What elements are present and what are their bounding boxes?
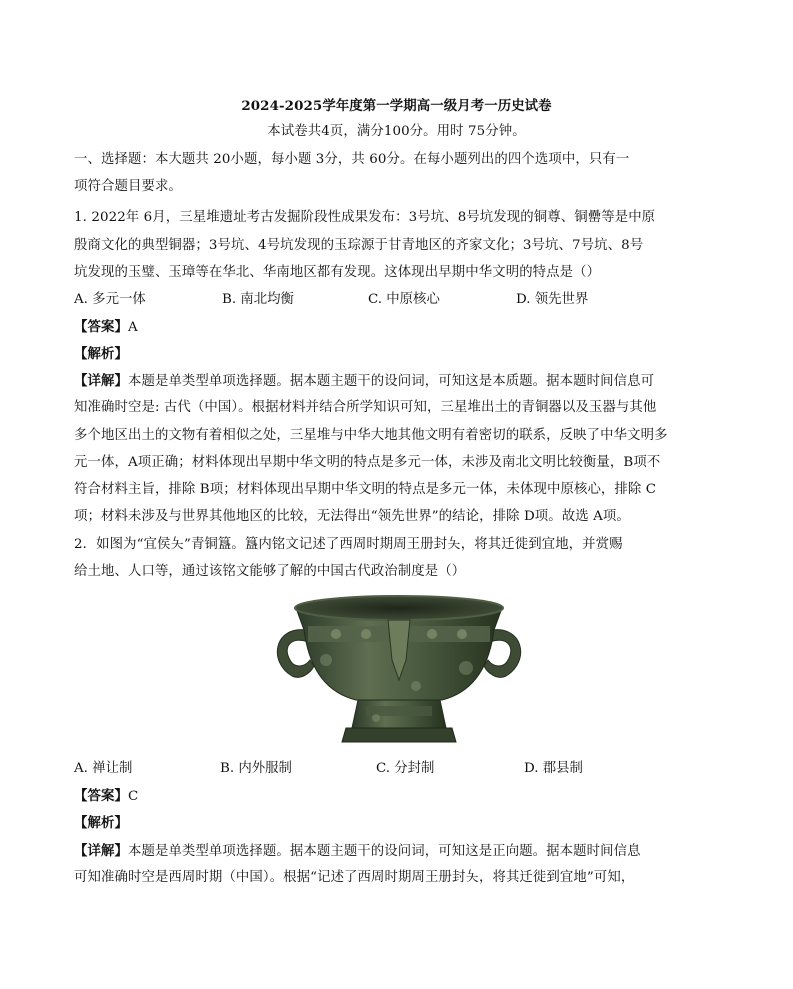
q1-detail-line1: 【详解】本题是单类型单项选择题。据本题主题干的设问词，可知这是本质题。据本题时间信息可 bbox=[74, 373, 655, 389]
detail-tag: 【详解】 bbox=[74, 843, 128, 859]
q2-stem-line1: 2．如图为“宜侯夨”青铜簋。簋内铭文记述了西周时期周王册封夨，将其迁徙到宜地，并赏赐 bbox=[74, 537, 623, 552]
answer-tag: 【答案】 bbox=[74, 788, 128, 804]
q2-option-a: A. 禅让制 bbox=[74, 761, 133, 776]
q2-option-d: D. 郡县制 bbox=[524, 761, 583, 776]
q2-detail-line1: 【详解】本题是单类型单项选择题。据本题主题干的设问词，可知这是正向题。据本题时间信息 bbox=[74, 843, 641, 859]
q1-detail-line2: 知准确时空是: 古代（中国）。根据材料并结合所学知识可知，三星堆出土的青铜器以及玉器与其他 bbox=[74, 400, 657, 415]
q1-stem-line3: 坑发现的玉璧、玉璋等在华北、华南地区都有发现。这体现出早期中华文明的特点是（） bbox=[74, 265, 601, 280]
q1-detail-line3: 多个地区出土的文物有着相似之处，三星堆与中华大地其他文明有着密切的联系，反映了中华文明多 bbox=[74, 428, 668, 443]
q2-detail-line2: 可知准确时空是西周时期（中国）。根据“记述了西周时期周王册封夨，将其迁徙到宜地”可知， bbox=[74, 870, 635, 885]
section-instruction-line1: 一、选择题：本大题共 20小题，每小题 3分，共 60分。在每小题列出的四个选项中，只有一 bbox=[74, 152, 630, 167]
q2-option-b: B. 内外服制 bbox=[220, 761, 292, 776]
section-instruction-line2: 项符合题目要求。 bbox=[74, 179, 182, 194]
detail-tag: 【详解】 bbox=[74, 373, 128, 389]
answer-tag: 【答案】 bbox=[74, 319, 128, 335]
q1-detail-line4: 元一体，A项正确；材料体现出早期中华文明的特点是多元一体，未涉及南北文明比较衡量，B项不 bbox=[74, 455, 661, 470]
q1-option-c: C. 中原核心 bbox=[368, 292, 440, 307]
q1-option-d: D. 领先世界 bbox=[516, 292, 589, 307]
answer-value: C bbox=[127, 789, 139, 804]
q1-answer bbox=[74, 317, 138, 338]
q2-answer bbox=[74, 786, 138, 807]
q2-stem-line2: 给土地、人口等，通过该铭文能够了解的中国古代政治制度是（） bbox=[74, 564, 466, 579]
answer-value: A bbox=[127, 320, 138, 335]
bronze-gui-vessel-image bbox=[266, 590, 532, 750]
q1-detail-line5: 符合材料主旨，排除 B项；材料体现出早期中华文明的特点是多元一体，未体现中原核心，排除 C bbox=[74, 482, 657, 497]
exam-subtitle: 本试卷共4页，满分100分。用时 75分钟。 bbox=[267, 124, 526, 139]
q1-detail-line6: 项；材料未涉及与世界其他地区的比较，无法得出“领先世界”的结论，排除 D项。故选 A项。 bbox=[74, 509, 630, 524]
q1-analysis-tag: 【解析】 bbox=[74, 346, 128, 362]
q1-option-a: A. 多元一体 bbox=[74, 292, 146, 307]
exam-title: 2024-2025学年度第一学期高一级月考一历史试卷 bbox=[241, 98, 552, 114]
q1-option-b: B. 南北均衡 bbox=[222, 292, 294, 307]
q1-stem-line1: 1. 2022年 6月，三星堆遗址考古发掘阶段性成果发布：3号坑、8号坑发现的铜尊、铜罍等是中原 bbox=[74, 210, 656, 225]
q2-option-c: C. 分封制 bbox=[376, 761, 435, 776]
q2-analysis-tag: 【解析】 bbox=[74, 815, 128, 831]
q1-stem-line2: 殷商文化的典型铜器；3号坑、4号坑发现的玉琮源于甘青地区的齐家文化；3号坑、7号坑、8号 bbox=[74, 238, 644, 253]
